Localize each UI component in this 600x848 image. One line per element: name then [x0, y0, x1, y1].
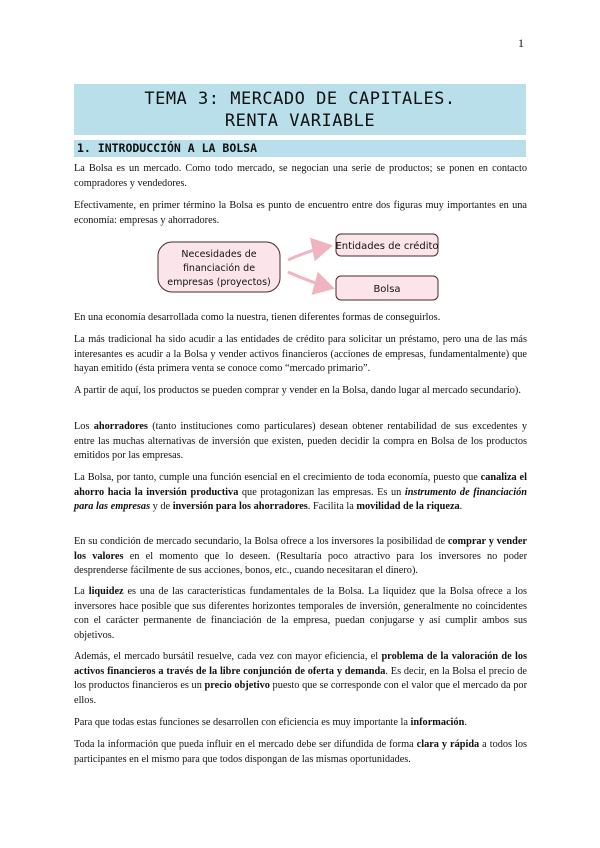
- paragraph-7: La Bolsa, por tanto, cumple una función esencial en el crecimiento de toda economía, puesto que canaliza el ahorro hacia la inversión productiva que protagonizan las empresas. Es un instrumento de financiación para las empresas y de inversión para los ahorradores. Facilita la movilidad de la riqueza.: [74, 472, 527, 513]
- diagram-source-line2: financiación de: [182, 263, 256, 274]
- diagram-arrow-top: [288, 246, 330, 260]
- paragraph-4: La más tradicional ha sido acudir a las entidades de crédito para solicitar un préstamo, pero una de las más interesantes es acudir a la Bolsa y vender activos financieros (acciones de empresas, fundamentalmente) que hayan emitido (ésta primera venta se conoce como “mercado primario”.: [74, 334, 527, 375]
- diagram-target-bottom: Bolsa: [373, 284, 401, 295]
- diagram-source-line1: Necesidades de: [181, 249, 257, 260]
- paragraph-5: A partir de aquí, los productos se pueden comprar y vender en la Bolsa, dando lugar al mercado secundario).: [74, 385, 521, 396]
- diagram-source-line3: empresas (proyectos): [167, 277, 271, 288]
- paragraph-1: La Bolsa es un mercado. Como todo mercado, se negocian una serie de productos; se ponen en contacto compradores y vendedores.: [74, 163, 527, 189]
- chapter-title: [74, 84, 526, 135]
- paragraph-10: Además, el mercado bursátil resuelve, cada vez con mayor eficiencia, el problema de la valoración de los activos financieros a través de la libre conjunción de oferta y demanda. Es decir, en la Bolsa el precio de los productos financieros es un precio objetivo puesto que se corresponde con el valor que el mercado da por ellos.: [74, 651, 527, 707]
- chapter-title-line1: TEMA 3: MERCADO DE CAPITALES.: [144, 89, 456, 109]
- diagram-target-top: Entidades de crédito: [335, 241, 439, 252]
- paragraph-11: Para que todas estas funciones se desarrollen con eficiencia es muy importante la información.: [74, 717, 467, 728]
- chapter-title-line2: RENTA VARIABLE: [224, 111, 376, 131]
- paragraph-8: En su condición de mercado secundario, la Bolsa ofrece a los inversores la posibilidad de comprar y vender los valores en el momento que lo deseen. (Resultaría poco atractivo para los inversores no poder desprenderse fácilmente de sus acciones, bonos, etc., cuando necesitaran el dinero).: [74, 536, 527, 577]
- paragraph-6: Los ahorradores (tanto instituciones como particulares) desean obtener rentabilidad de sus excedentes y entre las muchas alternativas de inversión que existen, pueden decidir la compra en Bolsa de los productos emitidos por las empresas.: [74, 421, 527, 462]
- financing-diagram: [150, 232, 450, 304]
- paragraph-12: Toda la información que pueda influir en el mercado debe ser difundida de forma clara y rápida a todos los participantes en el mismo para que todos dispongan de las mismas oportunidades.: [74, 739, 528, 765]
- page-number: 1: [518, 36, 524, 50]
- paragraph-9: La liquidez es una de las características fundamentales de la Bolsa. La liquidez que la Bolsa ofrece a los inversores hace posible que sus diferentes horizontes temporales de inversión, generalmente no coincidentes con el carácter permanente de financiación de la empresa, puedan conjugarse y así cumplir ambos sus objetivos.: [74, 586, 527, 642]
- paragraph-3: En una economía desarrollada como la nuestra, tienen diferentes formas de conseguirlos.: [74, 312, 441, 323]
- paragraph-2: Efectivamente, en primer término la Bolsa es punto de encuentro entre dos figuras muy importantes en una economía: empresas y ahorradores.: [74, 200, 527, 226]
- section-heading: 1. INTRODUCCIÓN A LA BOLSA: [74, 140, 526, 157]
- diagram-arrow-bottom: [288, 272, 332, 288]
